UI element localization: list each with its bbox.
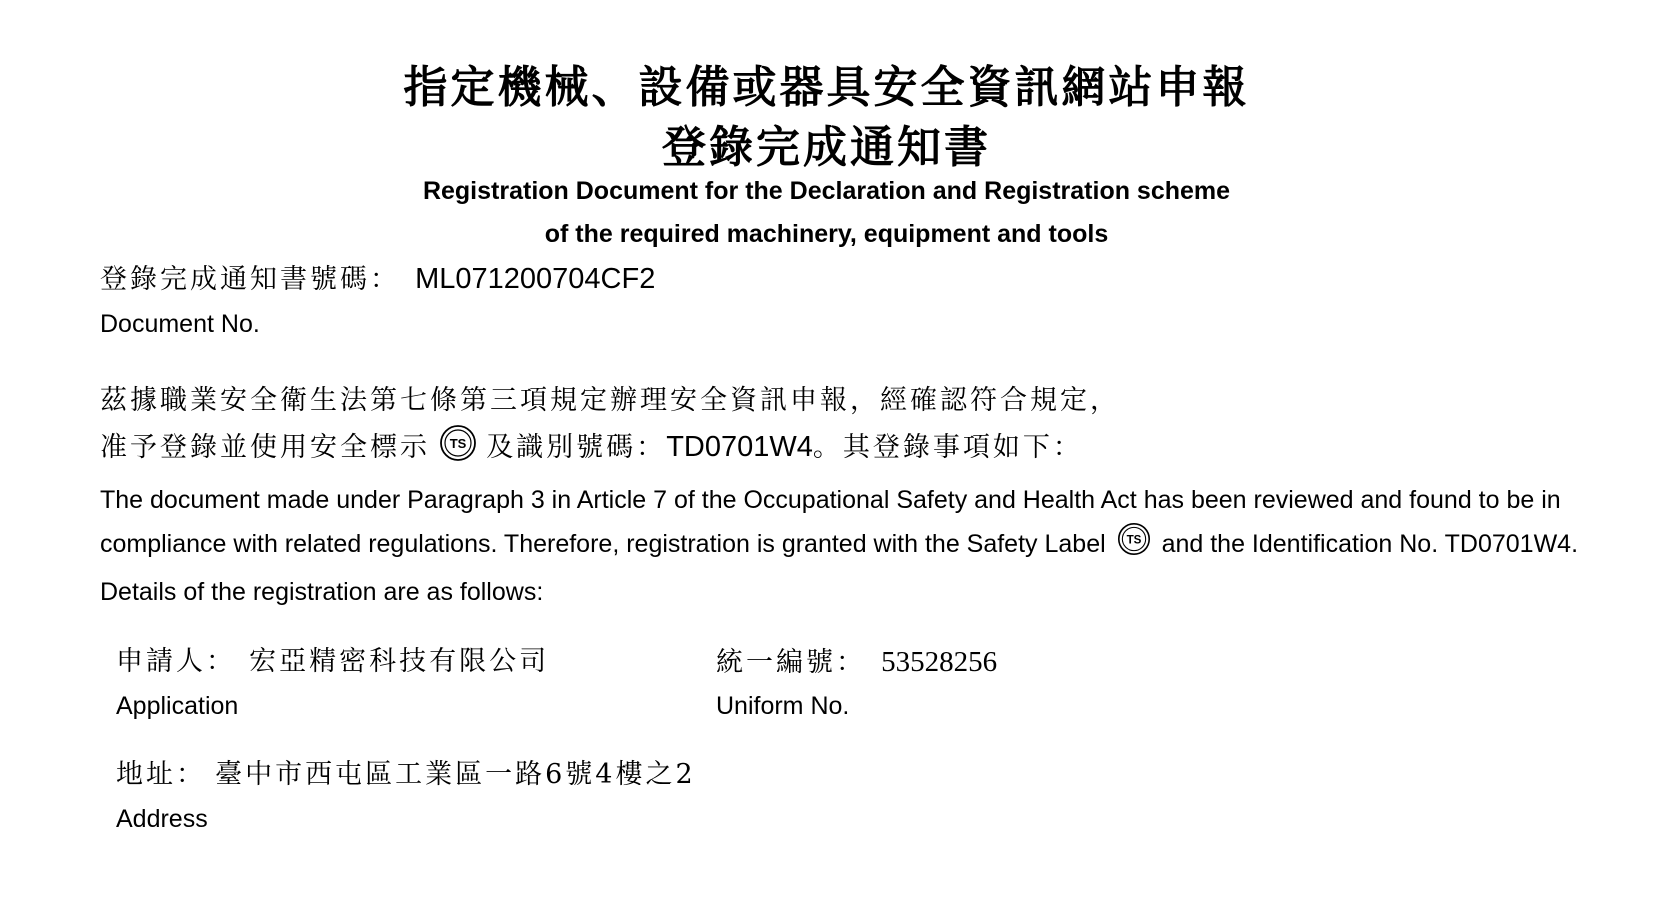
title-en-line1: Registration Document for the Declaration and Registration scheme	[422, 177, 1231, 205]
ts-safety-label-icon-en	[1117, 522, 1151, 570]
title-en-line2: of the required machinery, equipment and tools	[544, 220, 1109, 248]
statement-en-part1: The document made under Paragraph 3 in Article 7 of the Occupational Safety and Health Act has been reviewed and found to be in compliance with related regulations. Therefore, registration is granted with the Safety Label	[100, 486, 1561, 558]
statement-zh-line2-b: 及識別號碼：	[486, 432, 667, 463]
statement-zh-line1: 茲據職業安全衛生法第七條第三項規定辦理安全資訊申報，經確認符合規定，	[100, 385, 1120, 416]
applicant-label-en: Application	[116, 692, 239, 720]
ts-logo-text-en: TS	[1126, 533, 1142, 547]
uniform-no-value: 53528256	[881, 646, 998, 678]
uniform-no-label-en: Uniform No.	[716, 692, 850, 720]
document-no-row	[100, 265, 655, 294]
address-label-en: Address	[116, 805, 208, 833]
address-row	[116, 761, 696, 788]
statement-zh-line2-c: 。其登錄事項如下：	[812, 432, 1083, 463]
title-zh-line2: 登錄完成通知書	[662, 122, 991, 173]
statement-zh-line2-a: 准予登錄並使用安全標示	[100, 432, 430, 463]
document-no-value: ML071200704CF2	[415, 263, 656, 295]
statement-id-no: TD0701W4	[666, 431, 813, 463]
document-no-label-zh: 登錄完成通知書號碼：	[100, 264, 400, 295]
statement-zh-line2	[100, 424, 1083, 464]
title-zh-line1: 指定機械、設備或器具安全資訊網站申報	[403, 62, 1250, 113]
ts-safety-label-icon	[439, 424, 477, 466]
applicant-value: 宏亞精密科技有限公司	[249, 646, 550, 677]
document-no-label-en: Document No.	[100, 310, 260, 338]
applicant-label-zh: 申請人：	[116, 646, 236, 677]
uniform-no-label-zh: 統一編號：	[716, 647, 866, 678]
statement-en-part2: and the Identification No. TD0701W4. Details of the registration are as follows:	[100, 530, 1579, 606]
address-label-zh: 地址：	[116, 759, 206, 790]
ts-logo-text: TS	[449, 436, 467, 451]
uniform-no-row	[716, 648, 997, 677]
address-value: 臺中市西屯區工業區一路6號4樓之2	[215, 759, 696, 790]
applicant-row	[116, 648, 549, 675]
statement-en	[100, 478, 1600, 614]
